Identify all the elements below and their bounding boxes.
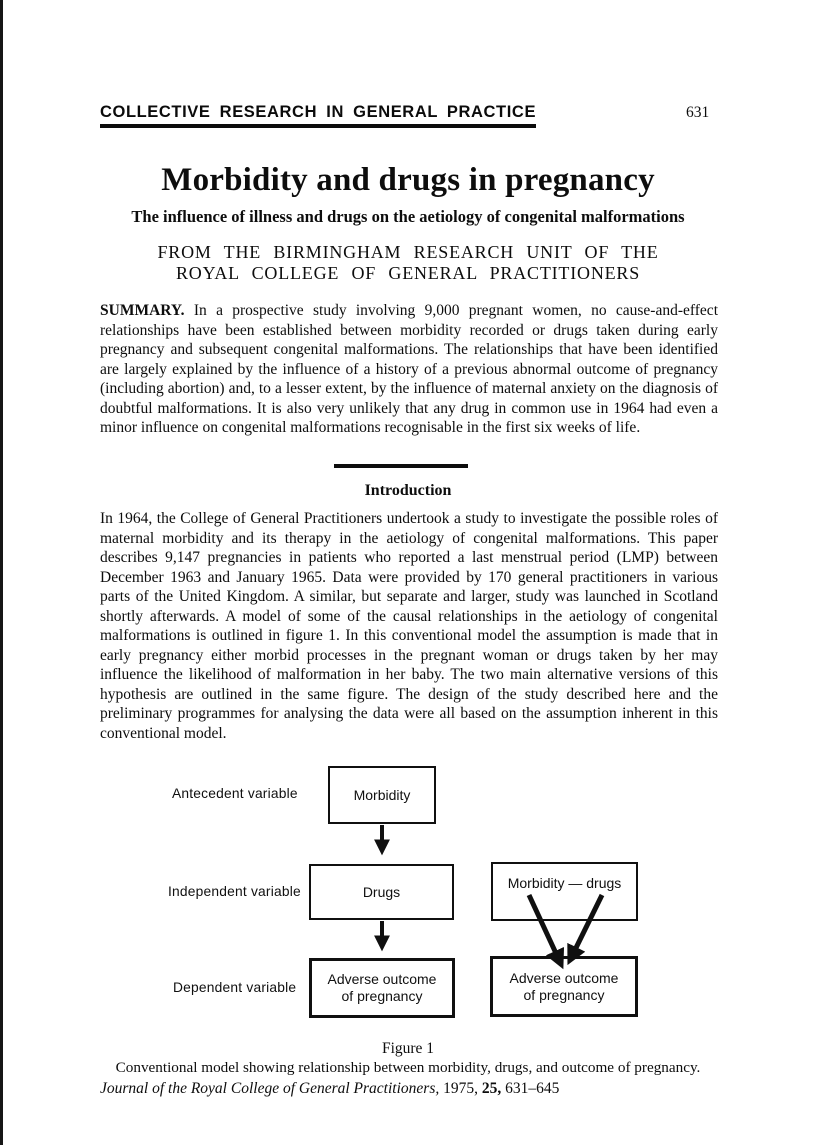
introduction-paragraph: In 1964, the College of General Practitioners undertook a study to investigate the possible roles of maternal morbidity and its therapy in the aetiology of congenital malformations. This paper describes 9,147 pregnancies in patients who reported a last menstrual period (LMP) between December 1963 and January 1965. Data were provided by 170 general practitioners in various parts of the United Kingdom. A similar, but separate and larger, study was launched in Scotland shortly afterwards. A model of some of the causal relationships in the aetiology of congenital malformations is outlined in figure 1. In this conventional model the assumption is made that in early pregnancy either morbid processes in the pregnant woman or drugs taken by her may influence the likelihood of malformation in her baby. The two main alternative versions of this hypothesis are outlined in the same figure. The design of the study described here and the preliminary programmes for analysing the data were all based on the assumption inherent in this conventional model. [100, 510, 718, 742]
diagram-arrows [0, 755, 816, 1047]
box-adverse-outcome-right-line1: Adverse outcome [509, 969, 619, 986]
citation-year: 1975, [439, 1080, 482, 1097]
page-number: 631 [686, 104, 710, 121]
box-morbidity-drugs-label: Morbidity — drugs [507, 875, 622, 891]
box-adverse-outcome-left-line2: of pregnancy [341, 988, 423, 1004]
summary-label: SUMMARY. [100, 302, 185, 319]
row-label-antecedent-variable: Antecedent variable [172, 786, 298, 801]
arrow-morbidity-branch-to-adverse-outcome [529, 895, 560, 962]
attribution-line-2: ROYAL COLLEGE OF GENERAL PRACTITIONERS [175, 263, 641, 283]
figure-caption-label: Figure 1 [381, 1040, 435, 1057]
summary-paragraph [100, 301, 718, 438]
box-morbidity-label: Morbidity [353, 786, 411, 803]
section-divider-rule [334, 464, 468, 468]
row-label-dependent-variable: Dependent variable [173, 980, 297, 995]
row-label-independent-variable: Independent variable [168, 884, 301, 899]
article-title: Morbidity and drugs in pregnancy [161, 162, 655, 198]
summary-text: In a prospective study involving 9,000 pregnant women, no cause-and-effect relationships have been established between morbidity recorded or drugs taken during early pregnancy and subsequent congenital malformations. The relationships that have been identified are largely explained by the influence of a history of a previous abnormal outcome of pregnancy (including abortion) and, to a lesser extent, by the influence of maternal anxiety on the diagnosis of doubtful malformations. It is also very unlikely that any drug in common use in 1964 had even a minor influence on congenital malformations recognisable in the first six weeks of life. [100, 302, 718, 436]
citation-journal-name: Journal of the Royal College of General Practitioners, [100, 1080, 440, 1097]
introduction-heading: Introduction [364, 482, 452, 499]
citation-pages: 631–645 [501, 1080, 560, 1097]
box-adverse-outcome-left-line1: Adverse outcome [327, 971, 437, 987]
figure-caption-text: Conventional model showing relationship between morbidity, drugs, and outcome of pregnancy. [115, 1059, 701, 1076]
section-header: COLLECTIVE RESEARCH IN GENERAL PRACTICE [100, 103, 536, 128]
citation-volume: 25, [481, 1080, 502, 1097]
figure-1-diagram [0, 755, 816, 1047]
article-subtitle: The influence of illness and drugs on the aetiology of congenital malformations [131, 207, 685, 226]
box-adverse-outcome-right-line2: of pregnancy [523, 986, 605, 1003]
arrow-drugs-branch-to-adverse-outcome [571, 895, 602, 958]
box-drugs-label: Drugs [362, 883, 401, 900]
journal-citation [100, 1080, 559, 1098]
attribution-line-1: FROM THE BIRMINGHAM RESEARCH UNIT OF THE [157, 242, 659, 262]
